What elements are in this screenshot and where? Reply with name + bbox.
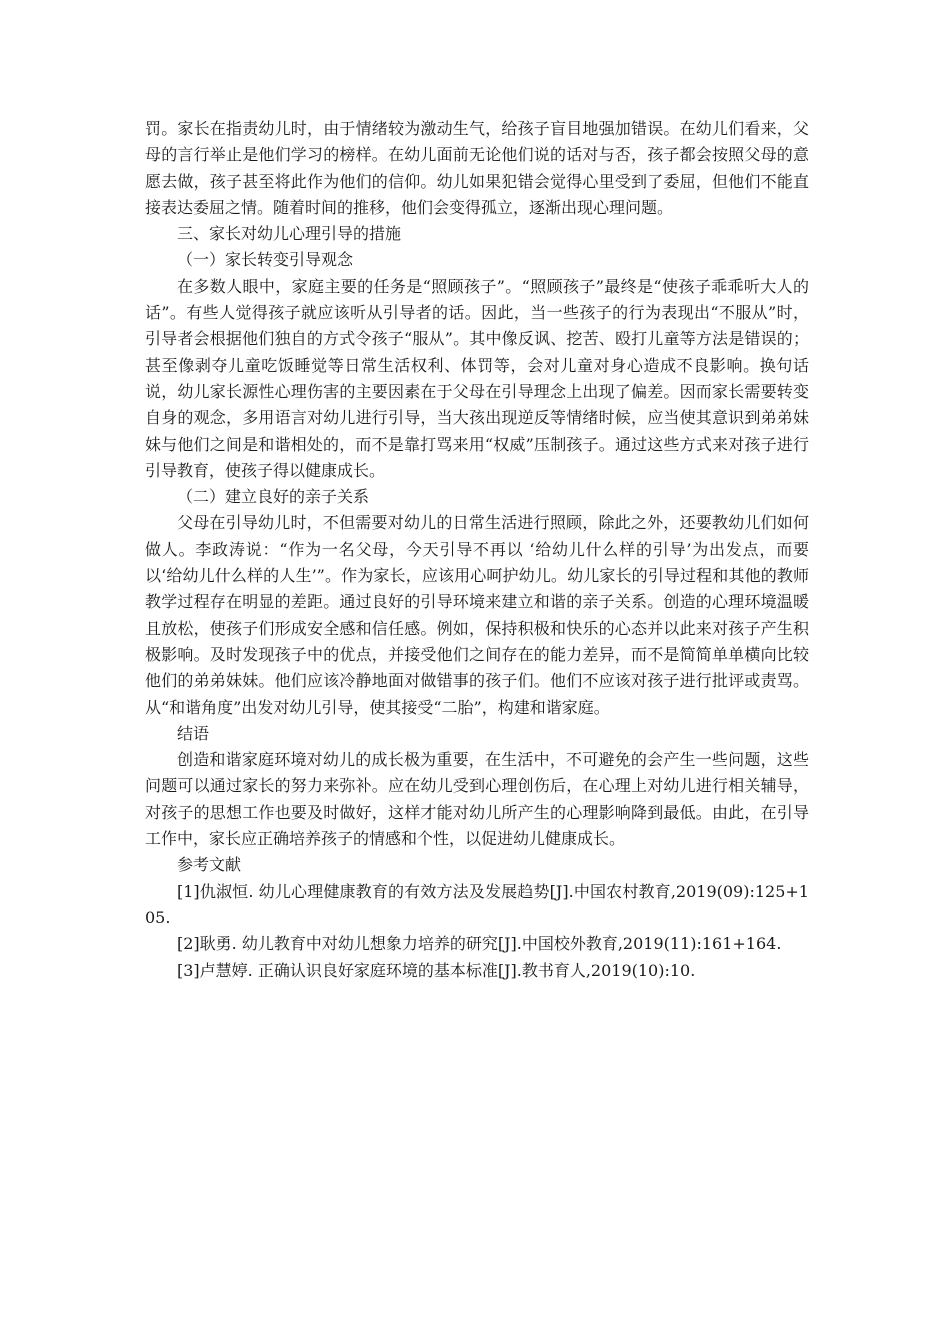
subsection-heading-1: （一）家长转变引导观念 <box>177 250 354 270</box>
section-heading-measures: 三、家长对幼儿心理引导的措施 <box>177 224 402 244</box>
references-heading: 参考文献 <box>177 855 242 875</box>
paragraph-continuation: 罚。家长在指责幼儿时，由于情绪较为激动生气，给孩子盲目地强加错误。在幼儿们看来，父母的言行举止是他们学习的榜样。在幼儿面前无论他们说的话对与否，孩子都会按照父母的意愿去做，孩子甚至将此作为他们的信仰。幼儿如果犯错会觉得心里受到了委屈，但他们不能直接表达委屈之情。随着时间的推移，他们会变得孤立，逐渐出现心理问题。 <box>145 119 809 217</box>
paragraph-parent-child-relationship: 父母在引导幼儿时，不但需要对幼儿的日常生活进行照顾，除此之外，还要教幼儿们如何做人。李政涛说：“作为一名父母，今天引导不再以 ‘给幼儿什么样的引导’为出发点，而要以‘给幼儿什么样的人生’”。作为家长，应该用心呵护幼儿。幼儿家长的引导过程和其他的教师教学过程存在明显的差距。通过良好的引导环境来建立和谐的亲子关系。创造的心理环境温暖且放松，使孩子们形成安全感和信任感。例如，保持积极和快乐的心态并以此来对孩子产生积极影响。及时发现孩子中的优点，并接受他们之间存在的能力差异，而不是简简单单横向比较他们的弟弟妹妹。他们应该冷静地面对做错事的孩子们。他们不应该对孩子进行批评或责骂。从“和谐角度”出发对幼儿引导，使其接受“二胎”，构建和谐家庭。 <box>145 513 809 717</box>
paragraph-conclusion: 创造和谐家庭环境对幼儿的成长极为重要，在生活中，不可避免的会产生一些问题，这些问题可以通过家长的努力来弥补。应在幼儿受到心理创伤后，在心理上对幼儿进行相关辅导，对孩子的思想工作也要及时做好，这样才能对幼儿所产生的心理影响降到最低。由此，在引导工作中，家长应正确培养孩子的情感和个性，以促进幼儿健康成长。 <box>145 750 809 849</box>
paragraph-guidance-concept: 在多数人眼中，家庭主要的任务是“照顾孩子”。“照顾孩子”最终是“使孩子乖乖听大人的话”。有些人觉得孩子就应该听从引导者的话。因此，当一些孩子的行为表现出“不服从”时，引导者会根据他们独自的方式令孩子“服从”。其中像反讽、挖苦、殴打儿童等方法是错误的；甚至像剥夺儿童吃饭睡觉等日常生活权利、体罚等，会对儿童对身心造成不良影响。换句话说，幼儿家长源性心理伤害的主要因素在于父母在引导理念上出现了偏差。因而家长需要转变自身的观念，多用语言对幼儿进行引导，当大孩出现逆反等情绪时候，应当使其意识到弟弟妹妹与他们之间是和谐相处的，而不是靠打骂来用“权威”压制孩子。通过这些方式来对孩子进行引导教育，使孩子得以健康成长。 <box>145 276 809 480</box>
reference-list <box>145 879 809 984</box>
document-body <box>145 116 809 984</box>
reference-item: [1]仇淑恒. 幼儿心理健康教育的有效方法及发展趋势[J].中国农村教育,2019(09):125+105. <box>145 881 809 927</box>
reference-item: [2]耿勇. 幼儿教育中对幼儿想象力培养的研究[J].中国校外教育,2019(11):161+164. <box>177 934 782 954</box>
reference-item: [3]卢慧婷. 正确认识良好家庭环境的基本标准[J].教书育人,2019(10):10. <box>177 960 696 980</box>
conclusion-heading: 结语 <box>177 723 210 743</box>
subsection-heading-2: （二）建立良好的亲子关系 <box>177 487 370 507</box>
